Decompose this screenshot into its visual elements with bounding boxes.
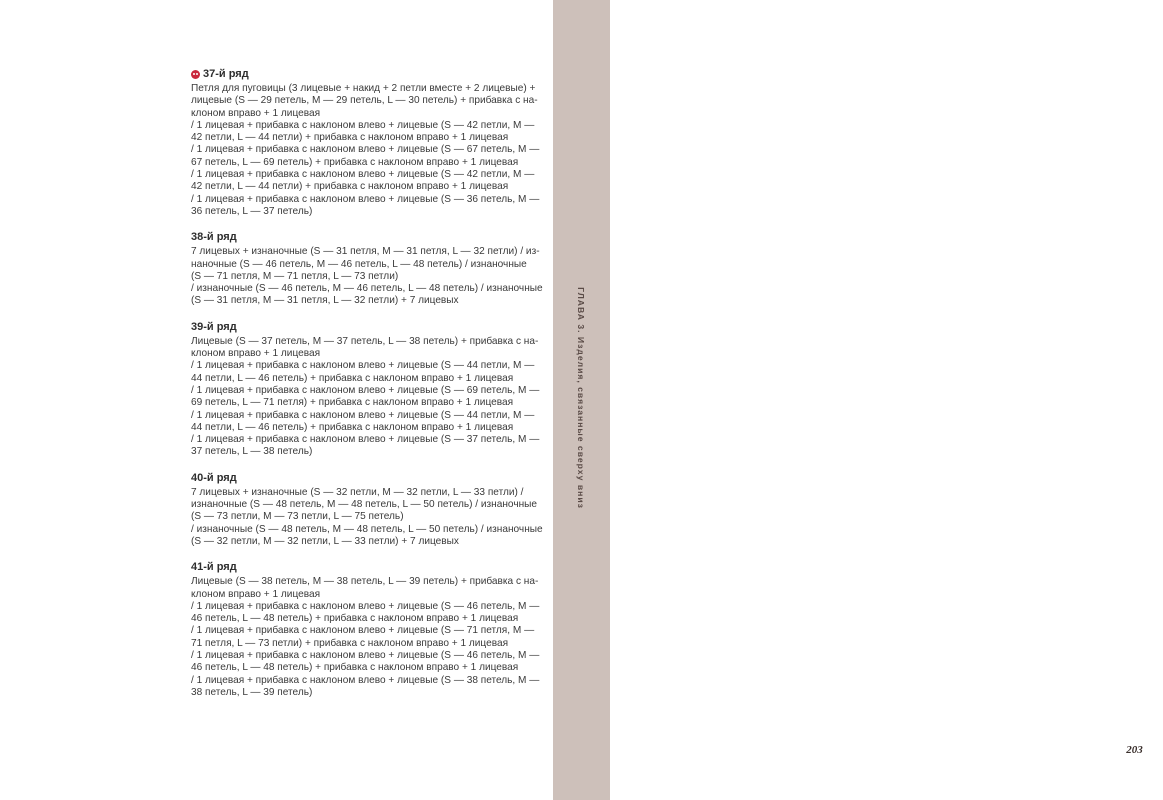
instruction-line: 38 петель, L — 39 петель) — [191, 686, 313, 698]
instruction-line: Петля для пуговицы (3 лицевые + накид + 2 петли вместе + 2 лицевые) + — [191, 83, 536, 94]
instruction-line: 7 лицевых + изнаночные (S — 32 петли, M — 32 петли, L — 33 петли) / — [191, 486, 524, 498]
row-section — [191, 68, 540, 218]
instruction-line: (S — 71 петля, M — 71 петля, L — 73 петли) — [191, 270, 399, 282]
row-section — [191, 471, 543, 548]
instruction-line: 37 петель, L — 38 петель) — [191, 446, 313, 458]
row-section — [191, 320, 540, 459]
row-heading — [191, 231, 536, 244]
row-title: 41-й ряд — [191, 561, 237, 574]
instruction-line: / 1 лицевая + прибавка с наклоном влево + лицевые (S — 44 петли, M — — [191, 360, 535, 372]
instruction-line: 46 петель, L — 48 петель) + прибавка с наклоном вправо + 1 лицевая — [191, 662, 519, 674]
row-section — [191, 561, 540, 699]
instruction-line: 42 петли, L — 44 петли) + прибавка с наклоном вправо + 1 лицевая — [191, 132, 509, 144]
instruction-line: / 1 лицевая + прибавка с наклоном влево + лицевые (S — 38 петель, M — — [191, 674, 540, 686]
row-title: 39-й ряд — [191, 320, 237, 333]
instruction-line: лицевые (S — 29 петель, M — 29 петель, L — 30 петель) + прибавка с на- — [191, 95, 538, 107]
instruction-line: (S — 73 петли, M — 73 петли, L — 75 петель) — [191, 511, 404, 523]
instruction-line: 36 петель, L — 37 петель) — [191, 205, 313, 217]
instruction-line: 7 лицевых + изнаночные (S — 31 петля, M — 31 петля, L — 32 петли) / из- — [191, 246, 540, 258]
pattern-text — [191, 68, 543, 712]
instruction-line: / 1 лицевая + прибавка с наклоном влево + лицевые (S — 44 петли, M — — [191, 409, 535, 421]
instruction-line: 46 петель, L — 48 петель) + прибавка с наклоном вправо + 1 лицевая — [191, 613, 519, 625]
instruction-line: наночные (S — 46 петель, M — 46 петель, L — 48 петель) / изнаночные — [191, 258, 527, 270]
row-title: 38-й ряд — [191, 231, 237, 244]
row-heading — [191, 68, 536, 81]
instruction-line: 44 петли, L — 46 петель) + прибавка с наклоном вправо + 1 лицевая — [191, 372, 514, 384]
row-heading — [191, 561, 536, 574]
instruction-line: 67 петель, L — 69 петель) + прибавка с наклоном вправо + 1 лицевая — [191, 156, 519, 168]
instruction-line: клоном вправо + 1 лицевая — [191, 588, 321, 600]
instruction-line: / 1 лицевая + прибавка с наклоном влево + лицевые (S — 42 петли, M — — [191, 119, 535, 131]
instruction-line: клоном вправо + 1 лицевая — [191, 107, 321, 119]
page-number: 203 — [1126, 744, 1143, 756]
instruction-line: / 1 лицевая + прибавка с наклоном влево + лицевые (S — 46 петель, M — — [191, 649, 540, 661]
chapter-title: ГЛАВА 3. Изделия, связанные сверху вниз — [576, 287, 586, 509]
row-heading — [191, 472, 536, 485]
row-title: 40-й ряд — [191, 471, 237, 484]
instruction-line: / 1 лицевая + прибавка с наклоном влево + лицевые (S — 71 петля, M — — [191, 625, 535, 637]
instruction-line: / 1 лицевая + прибавка с наклоном влево + лицевые (S — 37 петель, M — — [191, 434, 540, 446]
instruction-line: / 1 лицевая + прибавка с наклоном влево + лицевые (S — 46 петель, M — — [191, 600, 540, 612]
instruction-line: изнаночные (S — 48 петель, M — 48 петель, L — 50 петель) / изнаночные — [191, 499, 538, 511]
instruction-line: Лицевые (S — 37 петель, M — 37 петель, L — 38 петель) + прибавка с на- — [191, 335, 539, 347]
instruction-line: / 1 лицевая + прибавка с наклоном влево + лицевые (S — 69 петель, M — — [191, 384, 540, 396]
row-heading — [191, 321, 536, 334]
instruction-line: 44 петли, L — 46 петель) + прибавка с наклоном вправо + 1 лицевая — [191, 421, 514, 433]
instruction-line: / изнаночные (S — 46 петель, M — 46 петель, L — 48 петель) / изнаночные — [191, 283, 543, 295]
row-section — [191, 231, 543, 307]
instruction-line: клоном вправо + 1 лицевая — [191, 348, 321, 360]
instruction-line: 71 петля, L — 73 петли) + прибавка с наклоном вправо + 1 лицевая — [191, 637, 509, 649]
instruction-line: (S — 31 петля, M — 31 петля, L — 32 петли) + 7 лицевых — [191, 295, 459, 307]
instruction-line: / 1 лицевая + прибавка с наклоном влево + лицевые (S — 42 петли, M — — [191, 169, 535, 181]
instruction-line: 42 петли, L — 44 петли) + прибавка с наклоном вправо + 1 лицевая — [191, 181, 509, 193]
button-hole-icon — [191, 70, 200, 79]
instruction-line: (S — 32 петли, M — 32 петли, L — 33 петли) + 7 лицевых — [191, 535, 459, 547]
chapter-sidebar — [553, 0, 1143, 800]
instruction-line: / изнаночные (S — 48 петель, M — 48 петель, L — 50 петель) / изнаночные — [191, 523, 543, 535]
instruction-line: Лицевые (S — 38 петель, M — 38 петель, L — 39 петель) + прибавка с на- — [191, 576, 539, 588]
instruction-line: / 1 лицевая + прибавка с наклоном влево + лицевые (S — 67 петель, M — — [191, 144, 540, 156]
instruction-line: / 1 лицевая + прибавка с наклоном влево + лицевые (S — 36 петель, M — — [191, 193, 540, 205]
row-title: 37-й ряд — [203, 68, 249, 80]
instruction-line: 69 петель, L — 71 петля) + прибавка с наклоном вправо + 1 лицевая — [191, 397, 514, 409]
